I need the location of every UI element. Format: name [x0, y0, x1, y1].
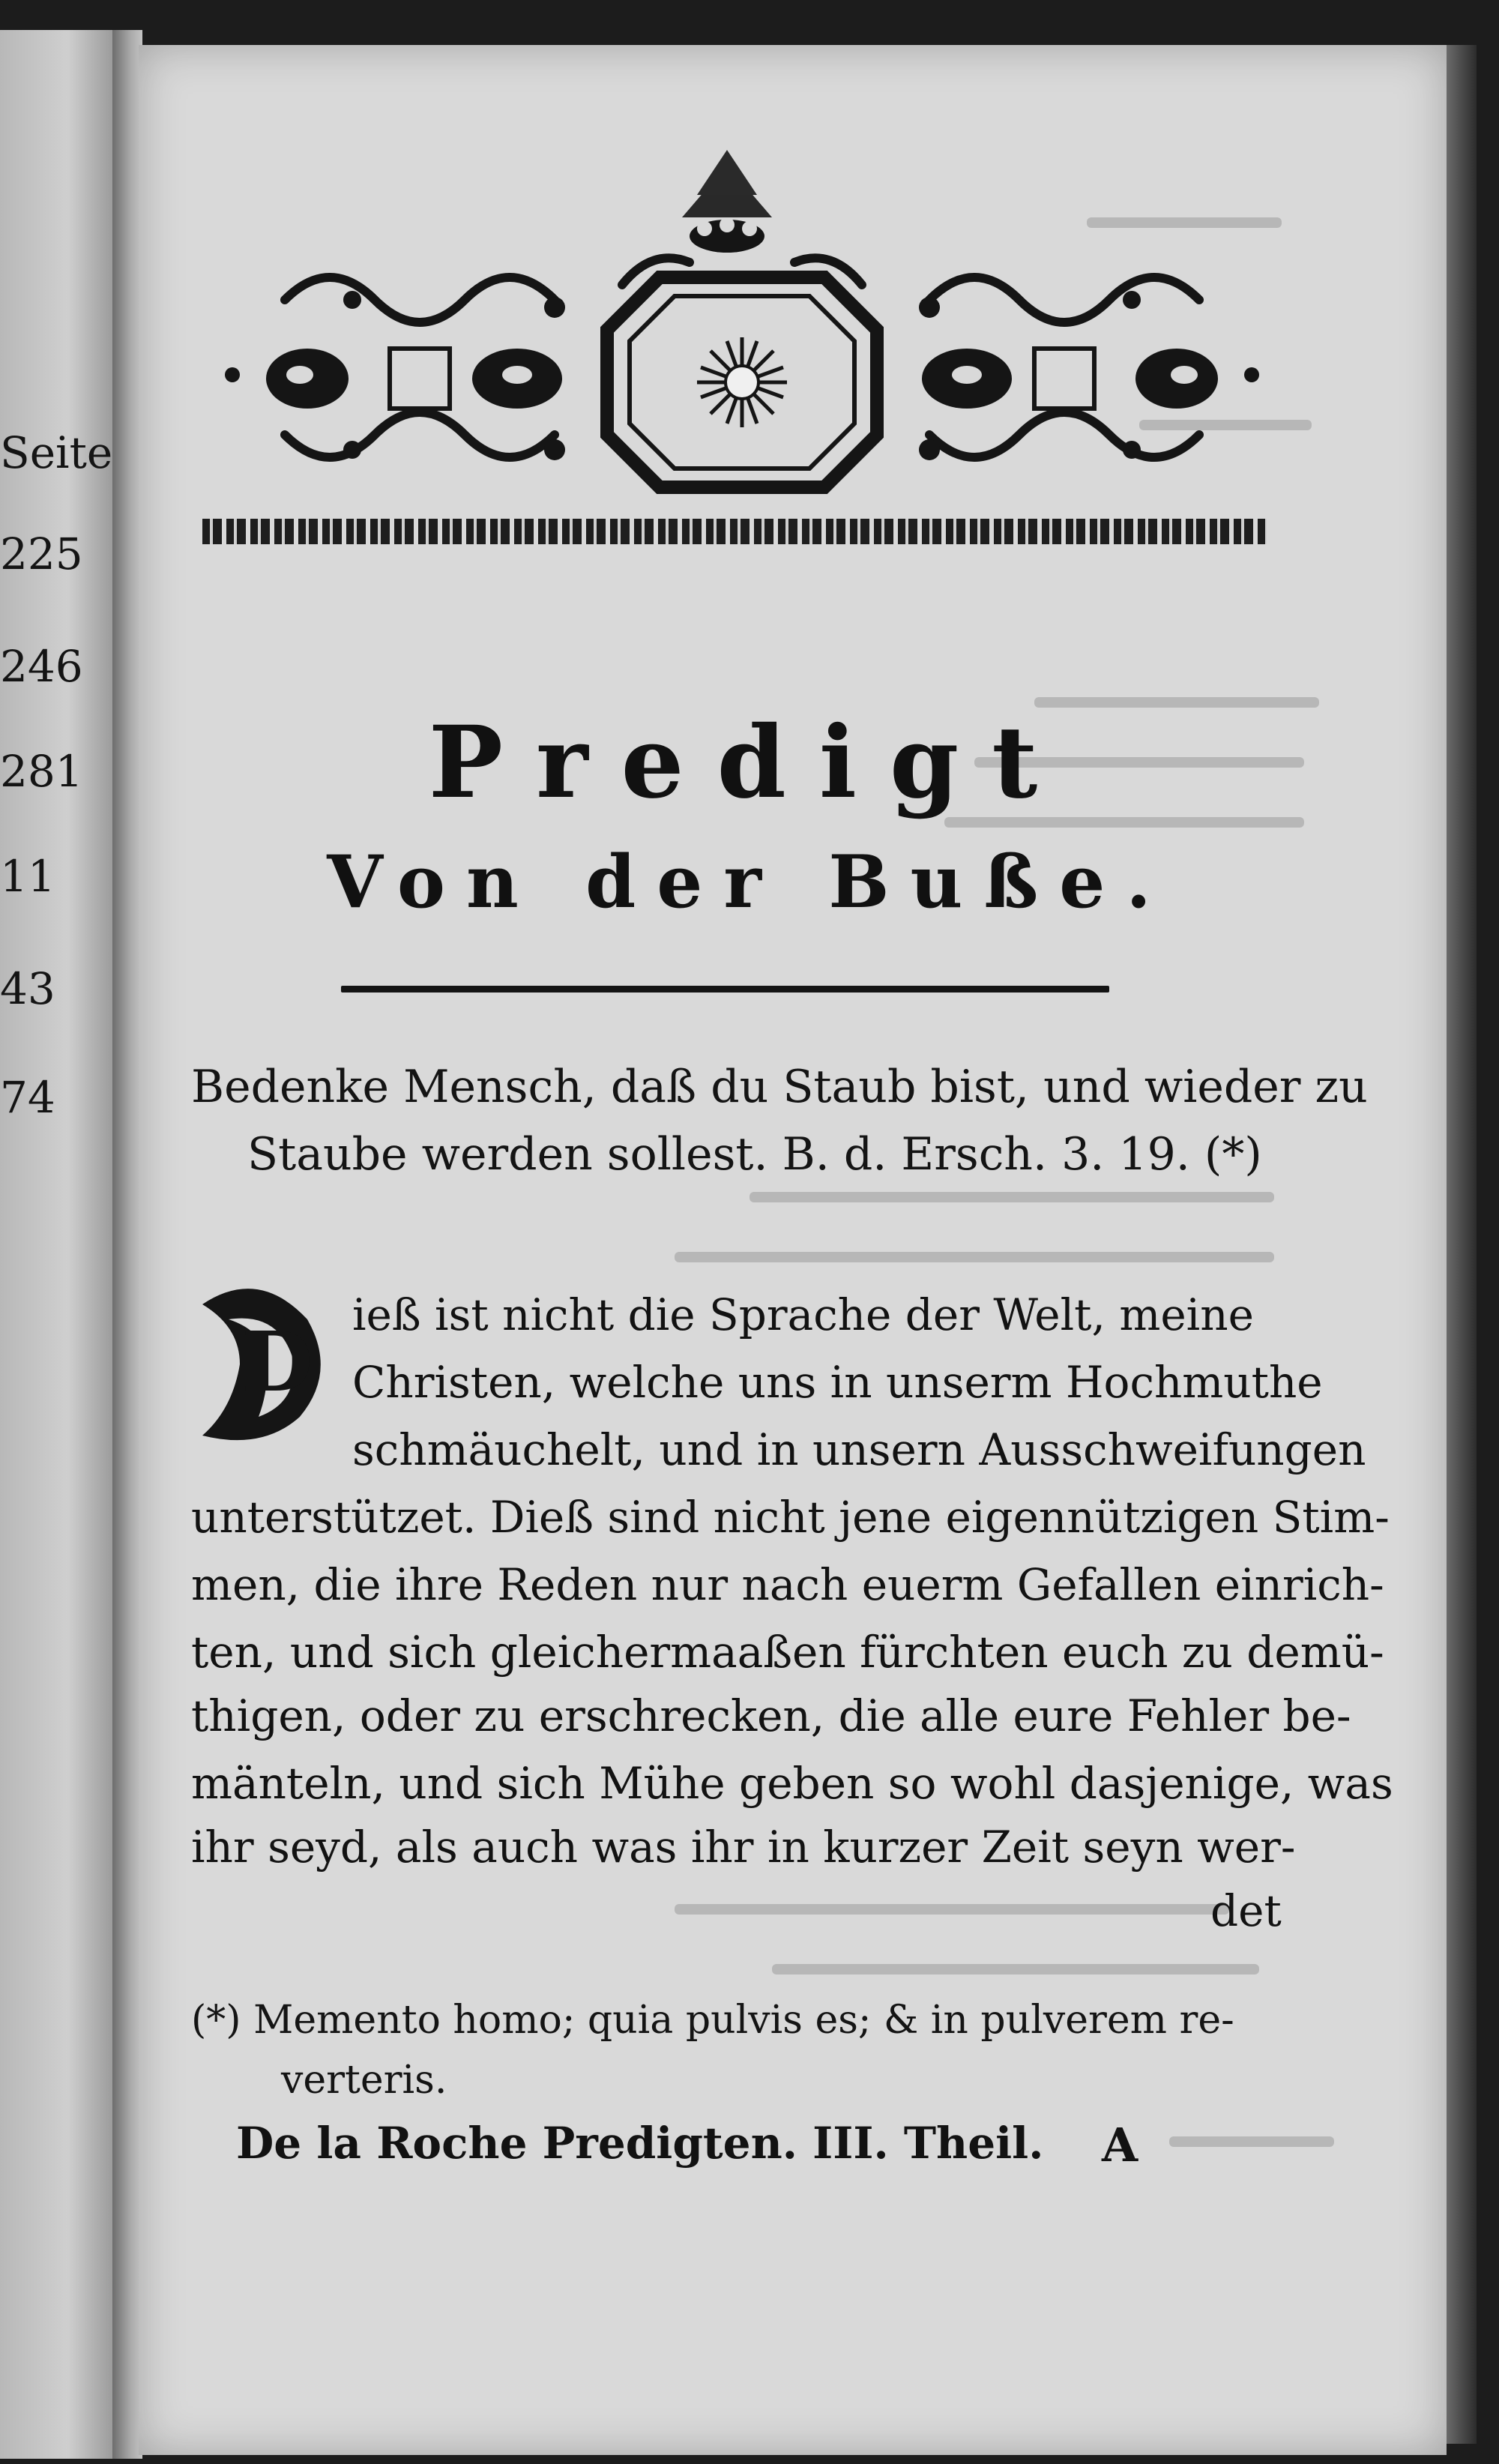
catchword: det [1210, 1885, 1282, 1936]
body-line: men, die ihre Reden nur nach euerm Gefallen einrich- [191, 1559, 1384, 1610]
title-rule [341, 986, 1109, 992]
left-page-number: 11 [0, 851, 55, 902]
body-line: unterstützet. Dieß sind nicht jene eigennützigen Stim- [191, 1492, 1390, 1543]
epigraph-line: Staube werden sollest. B. d. Ersch. 3. 19. (*) [247, 1128, 1262, 1181]
body-line: ihr seyd, als auch was ihr in kurzer Zeit seyn wer- [191, 1822, 1296, 1873]
sermon-subtitle: Von der Buße. [327, 840, 1172, 924]
ornamental-border-band [202, 519, 1267, 544]
left-page-number: 43 [0, 963, 55, 1014]
bleed-through [675, 1252, 1274, 1262]
dropcap-letter: D [241, 1313, 313, 1410]
body-line: thigen, oder zu erschrecken, die alle eure Fehler be- [191, 1690, 1351, 1741]
previous-page-strip [0, 30, 112, 2459]
body-line: ten, und sich gleichermaaßen fürchten euch zu demü- [191, 1627, 1384, 1678]
book-gutter [112, 30, 142, 2459]
left-page-number: 74 [0, 1072, 55, 1123]
left-page-number: 246 [0, 641, 83, 692]
bleed-through [675, 1904, 1229, 1915]
body-line: schmäuchelt, und in unsern Ausschweifungen [352, 1424, 1366, 1475]
page-edge-shadow [1447, 45, 1477, 2444]
body-line: ieß ist nicht die Sprache der Welt, meine [352, 1289, 1254, 1340]
left-page-number: 225 [0, 528, 83, 579]
body-line: Christen, welche uns in unserm Hochmuthe [352, 1357, 1323, 1408]
bleed-through [750, 1192, 1274, 1202]
left-page-number: 281 [0, 746, 83, 797]
bleed-through [1169, 2136, 1334, 2147]
epigraph-line: Bedenke Mensch, daß du Staub bist, und wieder zu [191, 1061, 1368, 1113]
footnote-line: verteris. [281, 2058, 447, 2103]
body-line: mänteln, und sich Mühe geben so wohl dasjenige, was [191, 1758, 1393, 1809]
running-footer: De la Roche Predigten. III. Theil. [236, 2118, 1044, 2169]
left-page-header: Seite [0, 427, 113, 478]
bleed-through [772, 1964, 1259, 1974]
drop-cap [187, 1274, 330, 1447]
ornamental-headpiece [202, 150, 1282, 555]
signature-mark: A [1102, 2118, 1138, 2172]
sermon-title: Predigt [428, 705, 1071, 821]
footnote-line: (*) Memento homo; quia pulvis es; & in pulverem re- [191, 1998, 1234, 2043]
